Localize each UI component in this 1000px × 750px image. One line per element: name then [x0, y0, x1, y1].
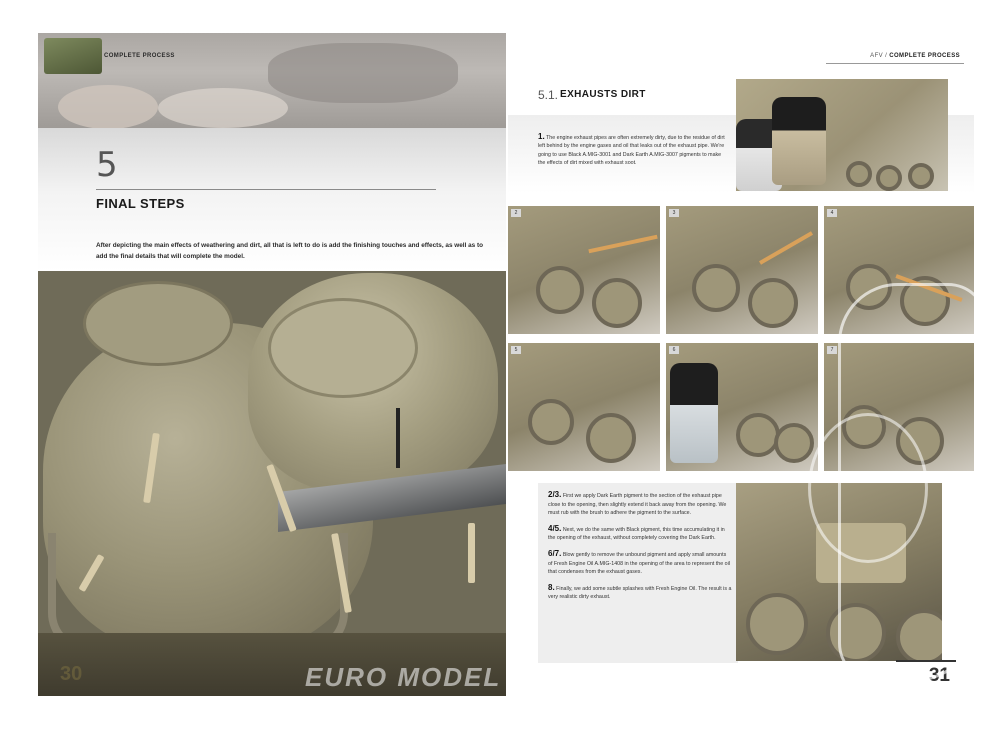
page-number-right: 31: [928, 665, 950, 686]
road-wheel: [692, 264, 740, 312]
right-page: [508, 33, 974, 696]
photo-label: 4: [827, 209, 837, 217]
loader-hatch: [83, 281, 233, 366]
header-rule: [826, 63, 964, 64]
running-head-left: COMPLETE PROCESS: [104, 53, 175, 59]
step-number: 4/5.: [548, 523, 562, 533]
photo-label: 7: [827, 346, 837, 354]
road-wheel: [748, 278, 798, 328]
paint-brush: [588, 235, 657, 253]
road-wheel: [846, 161, 872, 187]
section-number: 5.1.: [538, 88, 559, 102]
step-photo-3: [666, 206, 818, 334]
step-paragraph: [548, 491, 732, 518]
step-body: Next, we do the same with Black pigment, this time accumulating it in the opening of the exhaust, without completely covering the Dark Earth.: [548, 526, 725, 542]
paint-brush: [759, 231, 813, 264]
tank-thumbnail-image: [44, 38, 102, 74]
photo-label: 2: [511, 209, 521, 217]
step-paragraph: [548, 525, 732, 543]
left-page: [38, 33, 506, 696]
section-title: EXHAUSTS DIRT: [560, 89, 646, 100]
road-wheel: [592, 278, 642, 328]
road-wheel: [846, 264, 892, 310]
page-number-left: 30: [60, 663, 83, 685]
dark-earth-pigment-jar: [772, 97, 826, 185]
road-wheel: [746, 593, 808, 655]
running-head-bold: COMPLETE PROCESS: [889, 53, 960, 59]
antenna-mount: [396, 408, 400, 468]
header-photo-detail: [58, 85, 158, 129]
title-rule: [96, 189, 436, 190]
road-wheel: [586, 413, 636, 463]
photo-label: 3: [669, 209, 679, 217]
fresh-engine-oil-bottle: [670, 363, 718, 463]
step-paragraph: [548, 550, 732, 577]
header-photo-detail: [268, 43, 458, 103]
step-number: 2/3.: [548, 490, 562, 499]
step-number: 8.: [548, 582, 555, 592]
running-head-prefix: AFV /: [870, 53, 890, 59]
step-paragraph: [548, 584, 732, 602]
road-wheel: [876, 165, 902, 191]
watermark-logo: [808, 413, 928, 563]
road-wheel: [826, 603, 886, 661]
road-wheel: [536, 266, 584, 314]
road-wheel: [908, 163, 934, 189]
running-head-right: [870, 53, 960, 59]
steps-list: [548, 491, 732, 609]
commander-hatch: [268, 298, 418, 398]
photo-label: 6: [669, 346, 679, 354]
step-photo-5: [508, 343, 660, 471]
header-photo-detail: [158, 88, 288, 128]
road-wheel: [774, 423, 814, 463]
step-1-number: 1.: [538, 132, 545, 141]
step-photo-2: [508, 206, 660, 334]
step-1-body: The engine exhaust pipes are often extremely dirty, due to the residue of dirt left behind by the engine gases and oil that leaks out of the exhaust pipe. We're going to use Black A.MIG-3001 and Dark Earth A.MIG-3007 pigments to make the effects of dirt mixed with exhaust soot.: [538, 135, 725, 166]
road-wheel: [528, 399, 574, 445]
road-wheel: [896, 609, 942, 661]
footer-rule: [896, 660, 956, 662]
pigment-jars-photo: [736, 79, 948, 191]
photo-label: 5: [511, 346, 521, 354]
step-photo-6: [666, 343, 818, 471]
step-number: 6/7.: [548, 548, 562, 558]
tarp-strap: [468, 523, 475, 583]
road-wheel: [736, 413, 780, 457]
step-body: Finally, we add some subtle splashes with Fresh Engine Oil. The result is a very realistic dirty exhaust.: [548, 585, 732, 601]
step-photo-4: [824, 206, 974, 334]
step-body: Blow gently to remove the unbound pigment and apply small amounts of Fresh Engine Oil A.MIG-1408 in the opening of the area to represent the oil that condenses from the exhaust gases.: [548, 551, 730, 576]
step-body: First we apply Dark Earth pigment to the section of the exhaust pipe close to the opening, then slightly extend it back away from the opening. We must rub with the brush to adhere the pigment to the surface.: [548, 493, 727, 517]
chapter-number: 5: [96, 145, 118, 185]
step-1-text: [538, 133, 728, 167]
chapter-title: FINAL STEPS: [96, 196, 185, 211]
chapter-intro: After depicting the main effects of weathering and dirt, all that is left to do is add the finishing touches and effects, as well as to add the final details that will complete the model.: [96, 242, 484, 260]
watermark-text: EURO MODEL: [305, 662, 502, 692]
